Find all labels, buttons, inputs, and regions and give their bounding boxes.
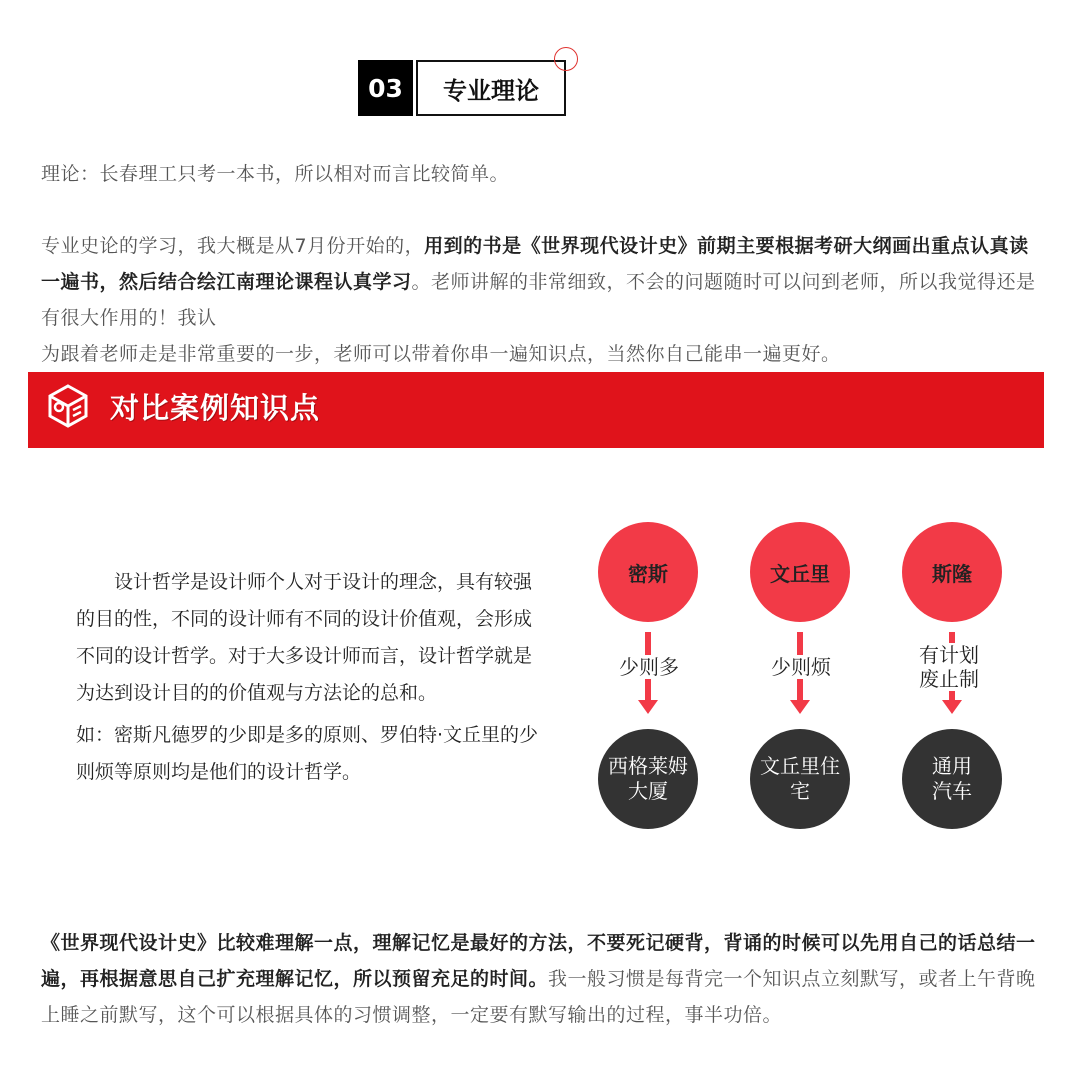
paragraph-intro: 理论：长春理工只考一本书，所以相对而言比较简单。 (41, 163, 510, 185)
paragraph-memorize-text: 我一般习惯是每背完一个知识点立刻默写，或者上午背晚上睡之前默写，这个可以根据具体的习惯调整，一定要有默写输出的过程，事半功倍。 (41, 968, 1036, 1026)
arrow-down-icon (942, 700, 962, 714)
principle-label: 少则烦 (762, 655, 840, 679)
paragraph-study (41, 228, 1036, 372)
work-circle: 西格莱姆大厦 (598, 729, 698, 829)
paragraph-study-text-3: 为跟着老师走是非常重要的一步，老师可以带着你串一遍知识点，当然你自己能串一遍更好。 (41, 343, 841, 365)
banner-title: 对比案例知识点 (110, 391, 321, 425)
work-circle: 文丘里住宅 (750, 729, 850, 829)
decorative-circle-icon (554, 47, 578, 71)
paragraph-memorize (41, 925, 1036, 1033)
paragraph-memorize-bold: 《世界现代设计史》比较难理解一点，理解记忆是最好的方法，不要死记硬背，背诵的时候可以先用自己的话总结一遍，再根据意思自己扩充理解记忆，所以预留充足的时间。 (41, 932, 1036, 990)
cube-logo-icon (46, 384, 90, 428)
paragraph-study-text-1: 专业史论的学习，我大概是从7月份开始的， (41, 235, 425, 257)
arrow-down-icon (638, 700, 658, 714)
principle-label: 有计划废止制 (914, 643, 984, 691)
section-title: 专业理论 (416, 60, 566, 116)
figure-text-definition: 设计哲学是设计师个人对于设计的理念，具有较强的目的性，不同的设计师有不同的设计价值观，会形成不同的设计哲学。对于大多设计师而言，设计哲学就是为达到设计目的的价值观与方法论的总和。 (76, 571, 533, 704)
paragraph-study-text-2: 。老师讲解的非常细致，不会的问题随时可以问到老师，所以我觉得还是有很大作用的！我认 (41, 271, 1036, 329)
principle-label: 少则多 (610, 655, 688, 679)
section-number: 03 (358, 60, 413, 116)
work-circle: 通用汽车 (902, 729, 1002, 829)
figure-text-example: 如：密斯凡德罗的少即是多的原则、罗伯特·文丘里的少则烦等原则均是他们的设计哲学。 (76, 724, 539, 783)
designer-circle: 斯隆 (902, 522, 1002, 622)
designer-circle: 文丘里 (750, 522, 850, 622)
paragraph-study-bold: 用到的书是《世界现代设计史》前期主要根据考研大纲画出重点认真读一遍书，然后结合绘江南理论课程认真学习 (41, 235, 1029, 293)
designer-circle: 密斯 (598, 522, 698, 622)
arrow-down-icon (790, 700, 810, 714)
